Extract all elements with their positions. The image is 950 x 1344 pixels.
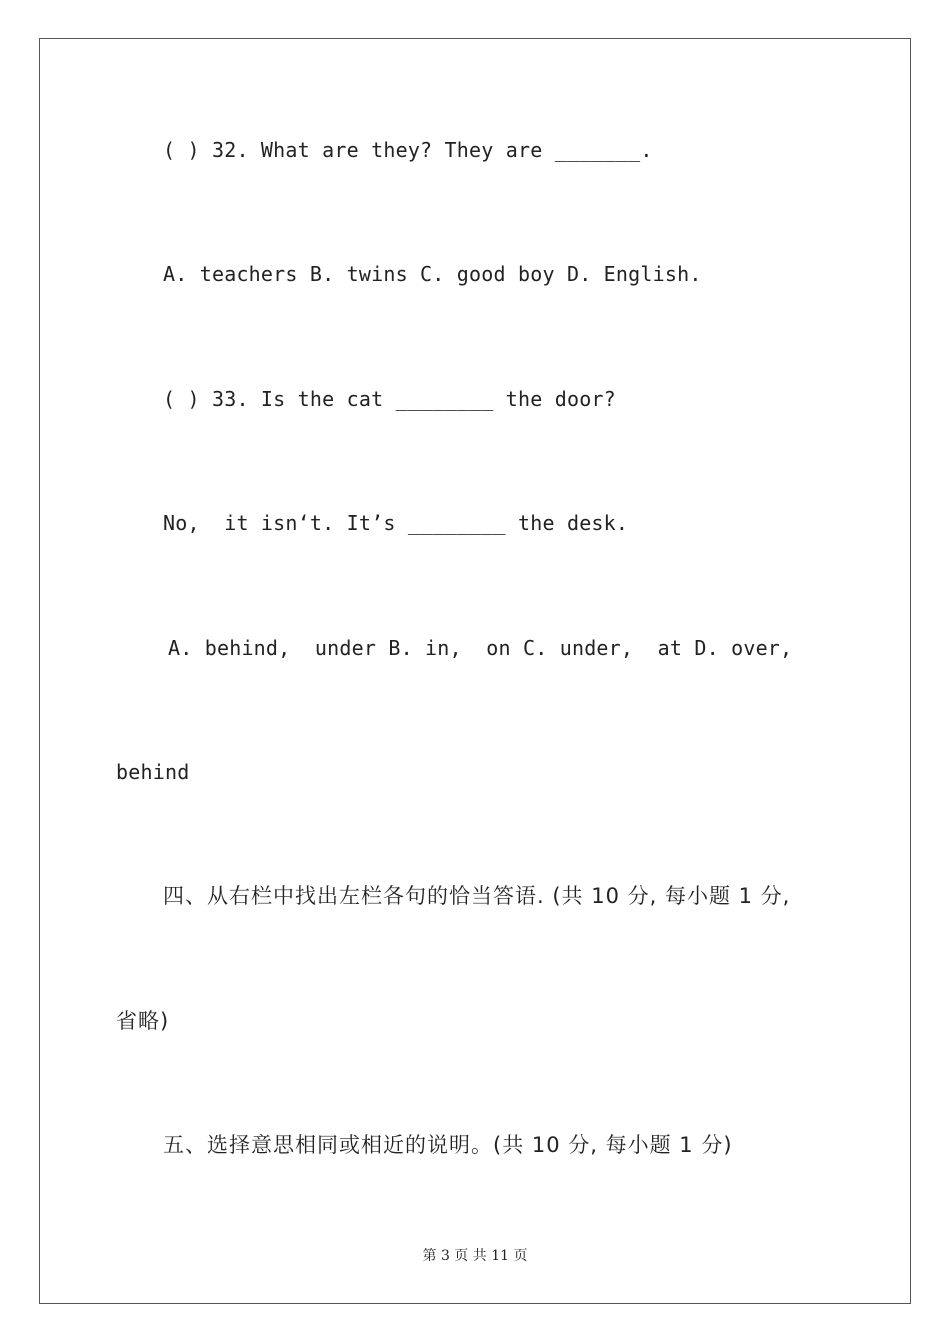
page-number-footer: 第 3 页 共 11 页 [422, 1248, 528, 1264]
question-32: ( ) 32. What are they? They are _______. [163, 138, 653, 162]
section-5-heading: 五、选择意思相同或相近的说明。(共 10 分, 每小题 1 分) [163, 1133, 733, 1157]
question-33-options-continued: behind [116, 760, 190, 784]
question-33-options: A. behind, under B. in, on C. under, at D. over, [168, 636, 793, 660]
question-32-options: A. teachers B. twins C. good boy D. English. [163, 262, 702, 286]
question-33-answer: No, it isn‘t. It’s ________ the desk. [163, 511, 629, 535]
section-4-heading: 四、从右栏中找出左栏各句的恰当答语. (共 10 分, 每小题 1 分, [163, 884, 791, 908]
question-33: ( ) 33. Is the cat ________ the door? [163, 387, 616, 411]
section-4-heading-continued: 省略) [116, 1009, 170, 1033]
page-frame [39, 38, 911, 1304]
